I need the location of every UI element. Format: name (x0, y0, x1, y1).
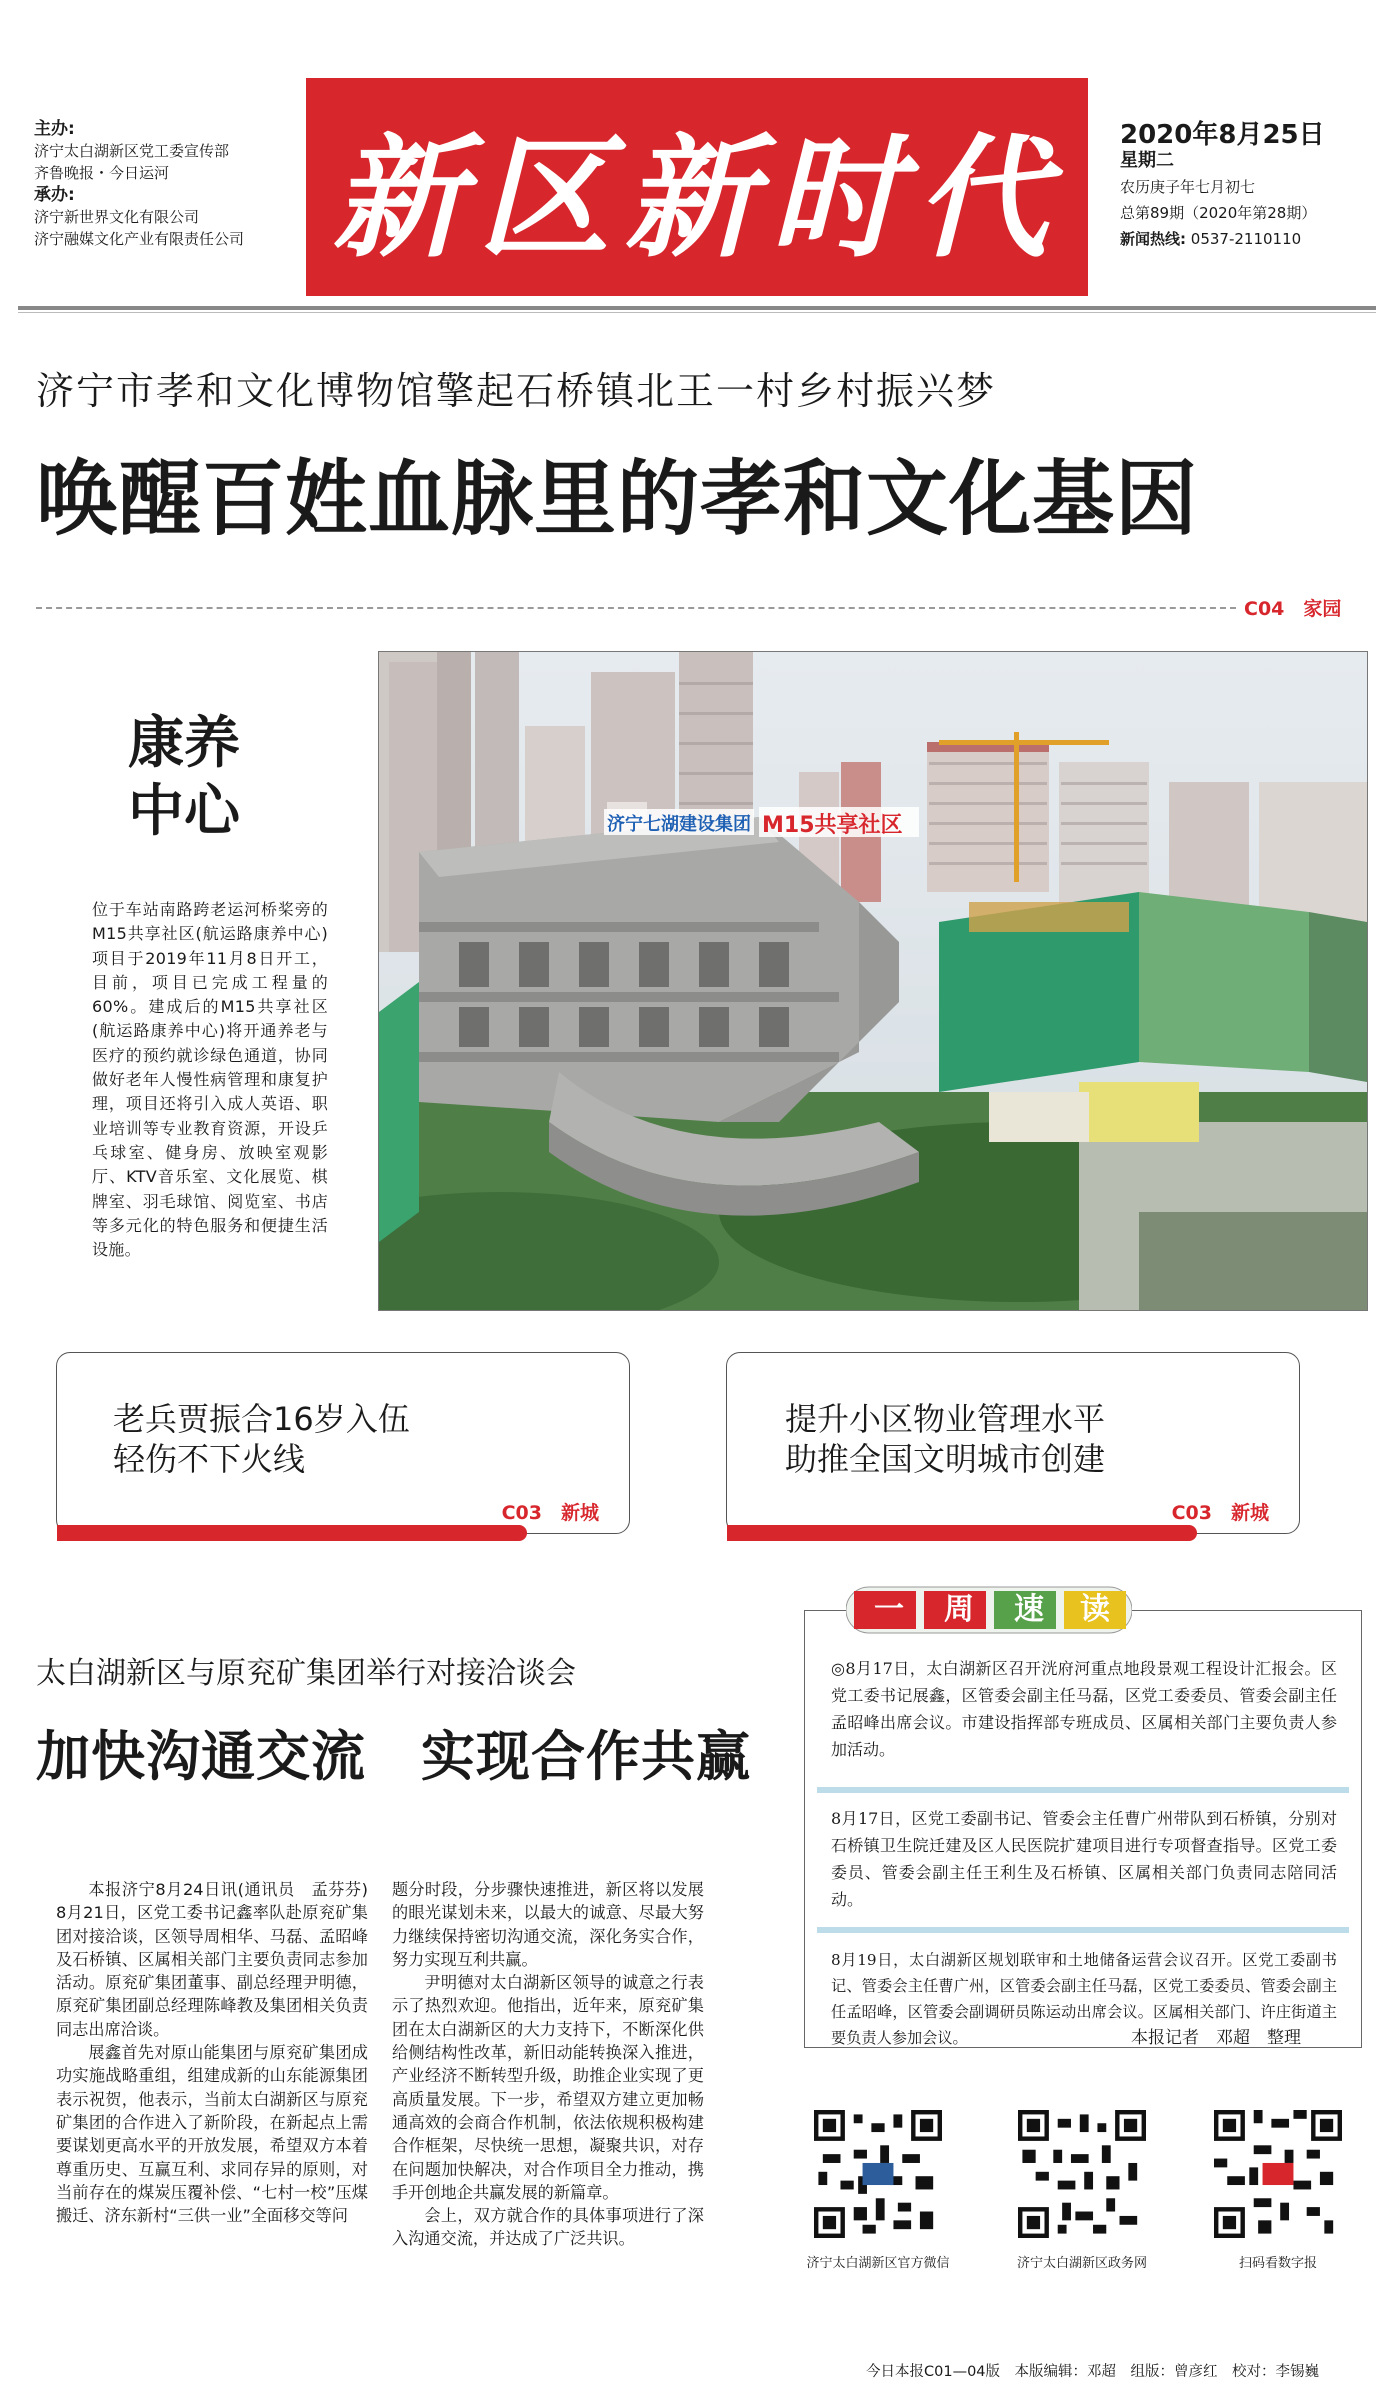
sponsor-line: 济宁太白湖新区党工委宣传部 (34, 142, 230, 160)
digest-byline: 本报记者 邓超 整理 (1131, 2028, 1301, 2048)
digest-banner-text (854, 1591, 1126, 1629)
qr-code-icon (1214, 2110, 1342, 2238)
masthead-date-info (1120, 122, 1360, 252)
lunar-date: 农历庚子年七月初七 (1120, 178, 1256, 196)
organizer-line: 济宁新世界文化有限公司 (34, 208, 200, 226)
photo-story-title-line: 中心 (128, 779, 240, 844)
qr-code-block[interactable] (1016, 2110, 1147, 2271)
photo-story-title-line: 康养 (128, 711, 240, 776)
photo-story-title (128, 710, 240, 846)
qr-caption: 扫码看数字报 (1238, 2256, 1317, 2271)
teaser-box[interactable] (726, 1352, 1300, 1534)
article-kicker: 太白湖新区与原兖矿集团举行对接洽谈会 (36, 1656, 576, 1691)
sponsor-label: 主办: (34, 119, 75, 139)
teaser-line: 助推全国文明城市创建 (785, 1440, 1106, 1478)
qr-code-row (804, 2110, 1360, 2320)
photo-sign-right: M15共享社区 (762, 813, 903, 838)
issue-number: 总第89期（2020年第28期） (1120, 204, 1317, 222)
photo-sign-left: 济宁七湖建设集团 (607, 814, 751, 835)
page-reference[interactable]: C04 家园 (1238, 594, 1341, 621)
digest-separator (817, 1927, 1349, 1933)
masthead-sponsors (34, 118, 294, 250)
banner-char: 周 (944, 1592, 974, 1627)
digest-item: 8月19日，太白湖新区规划联审和土地储备运营会议召开。区党工委副书记、管委会主任曹广州，区管委会副主任马磊，区党工委委员、管委会副主任孟昭峰，区管委会副调研员陈运动出席会议。区属相关部门、许庄街道主要负责人参加会议。 (831, 1951, 1337, 2047)
organizer-line: 济宁融媒文化产业有限责任公司 (34, 230, 245, 248)
article-paragraph: 尹明德对太白湖新区领导的诚意之行表示了热烈欢迎。他指出，近年来，原兖矿集团在太白湖新区的大力支持下，不断深化供给侧结构性改革，新旧动能转换深入推进，产业经济不断转型升级，助推企业实现了更高质量发展。下一步，希望双方建立更加畅通高效的会商合作机制，依法依规积极构建合作框架，尽快统一思想，凝聚共识，对存在问题加快解决，对合作项目全力推动，携手开创地企共赢发展的新篇章。 (392, 1973, 704, 2202)
issue-date: 2020年8月25日 (1120, 120, 1325, 150)
logo-text: 新区新时代 (332, 121, 1062, 276)
banner-char: 速 (1014, 1592, 1044, 1627)
banner-char: 一 (874, 1592, 904, 1627)
article-paragraph: 题分时段，分步骤快速推进，新区将以发展的眼光谋划未来，以最大的诚意、尽最大努力继续保持密切沟通交流，深化务实合作，努力实现互利共赢。 (392, 1880, 704, 1969)
teaser-title (113, 1399, 410, 1479)
organizer-label: 承办: (34, 185, 75, 205)
qr-code-icon (814, 2110, 942, 2238)
photo-story-body (92, 898, 328, 1262)
article-paragraph: 会上，双方就合作的具体事项进行了深入沟通交流，并达成了广泛共识。 (392, 2206, 704, 2249)
teaser-title (785, 1399, 1105, 1479)
teaser-accent-bar (727, 1525, 1197, 1541)
sponsor-line: 齐鲁晚报・今日运河 (34, 164, 170, 182)
teaser-page-reference[interactable]: C03 新城 (1171, 1502, 1269, 1524)
newspaper-logo (306, 78, 1088, 296)
hotline-number: 0537-2110110 (1190, 230, 1302, 248)
qr-code-block[interactable] (1214, 2110, 1342, 2271)
digest-separator (817, 1787, 1349, 1793)
article-column (392, 1878, 704, 2251)
article-paragraph: 展鑫首先对原山能集团与原兖矿集团成功实施战略重组，组建成新的山东能源集团表示祝贺，他表示，当前太白湖新区与原兖矿集团的合作进入了新阶段，在新起点上需要谋划更高水平的开放发展，希望双方本着尊重历史、互赢互利、求同存异的原则，对当前存在的煤炭压覆补偿、“七村一校”压煤搬迁、济东新村“三供一业”全面移交等问 (56, 2043, 368, 2226)
teaser-line: 提升小区物业管理水平 (785, 1400, 1106, 1438)
masthead-rule (18, 306, 1376, 310)
weekly-digest (804, 1610, 1362, 2048)
teaser-box[interactable] (56, 1352, 630, 1534)
article-headline: 加快沟通交流 实现合作共赢 (36, 1725, 751, 1788)
teaser-line: 老兵贾振合16岁入伍 (113, 1400, 410, 1438)
qr-code-block[interactable] (806, 2110, 950, 2271)
lead-headline: 唤醒百姓血脉里的孝和文化基因 (36, 452, 1199, 547)
divider (36, 607, 1236, 609)
qr-caption: 济宁太白湖新区官方微信 (806, 2256, 950, 2271)
teaser-page-reference[interactable]: C03 新城 (501, 1502, 599, 1524)
banner-char: 读 (1080, 1592, 1110, 1627)
masthead-rule-thin (18, 312, 1376, 313)
issue-weekday: 星期二 (1120, 150, 1174, 171)
digest-banner (846, 1585, 1132, 1635)
digest-item: ◎8月17日，太白湖新区召开洸府河重点地段景观工程设计汇报会。区党工委书记展鑫，区管委会副主任马磊，区党工委委员、管委会副主任孟昭峰出席会议。市建设指挥部专班成员、区属相关部门主要负责人参加活动。 (831, 1659, 1337, 1759)
digest-item: 8月17日，区党工委副书记、管委会主任曹广州带队到石桥镇，分别对石桥镇卫生院迁建及区人民医院扩建项目进行专项督查指导。区党工委委员、管委会副主任王利生及石桥镇、区属相关部门负责同志陪同活动。 (831, 1809, 1337, 1909)
photo-story-text: 位于车站南路跨老运河桥桨旁的M15共享社区(航运路康养中心)项目于2019年11月8日开工，目前，项目已完成工程量的60%。建成后的M15共享社区(航运路康养中心)将开通养老与医疗的预约就诊绿色通道，协同做好老年人慢性病管理和康复护理，项目还将引入成人英语、职业培训等专业教育资源，开设乒乓球室、健身房、放映室观影厅、KTV音乐室、文化展览、棋牌室、羽毛球馆、阅览室、书店等多元化的特色服务和便捷生活设施。 (92, 900, 328, 1260)
teaser-accent-bar (57, 1525, 527, 1541)
page-footer: 今日本报C01—04版 本版编辑：邓超 组版：曾彦红 校对：李锡巍 (866, 2364, 1320, 2380)
qr-code-icon (1018, 2110, 1146, 2238)
article-column (56, 1878, 385, 2227)
construction-photo (378, 651, 1368, 1311)
article-paragraph: 本报济宁8月24日讯(通讯员 孟芬芬) 8月21日，区党工委书记鑫率队赴原兖矿集团对接洽谈，区领导周相华、马磊、孟昭峰及石桥镇、区属相关部门主要负责同志参加活动。原兖矿集团董事、副总经理尹明德，原兖矿集团副总经理陈峰教及集团相关负责同志出席洽谈。 (56, 1880, 385, 2039)
hotline-label: 新闻热线: (1120, 230, 1186, 248)
lead-kicker: 济宁市孝和文化博物馆擎起石桥镇北王一村乡村振兴梦 (36, 369, 997, 413)
qr-caption: 济宁太白湖新区政务网 (1016, 2256, 1147, 2271)
teaser-line: 轻伤不下火线 (113, 1440, 306, 1478)
